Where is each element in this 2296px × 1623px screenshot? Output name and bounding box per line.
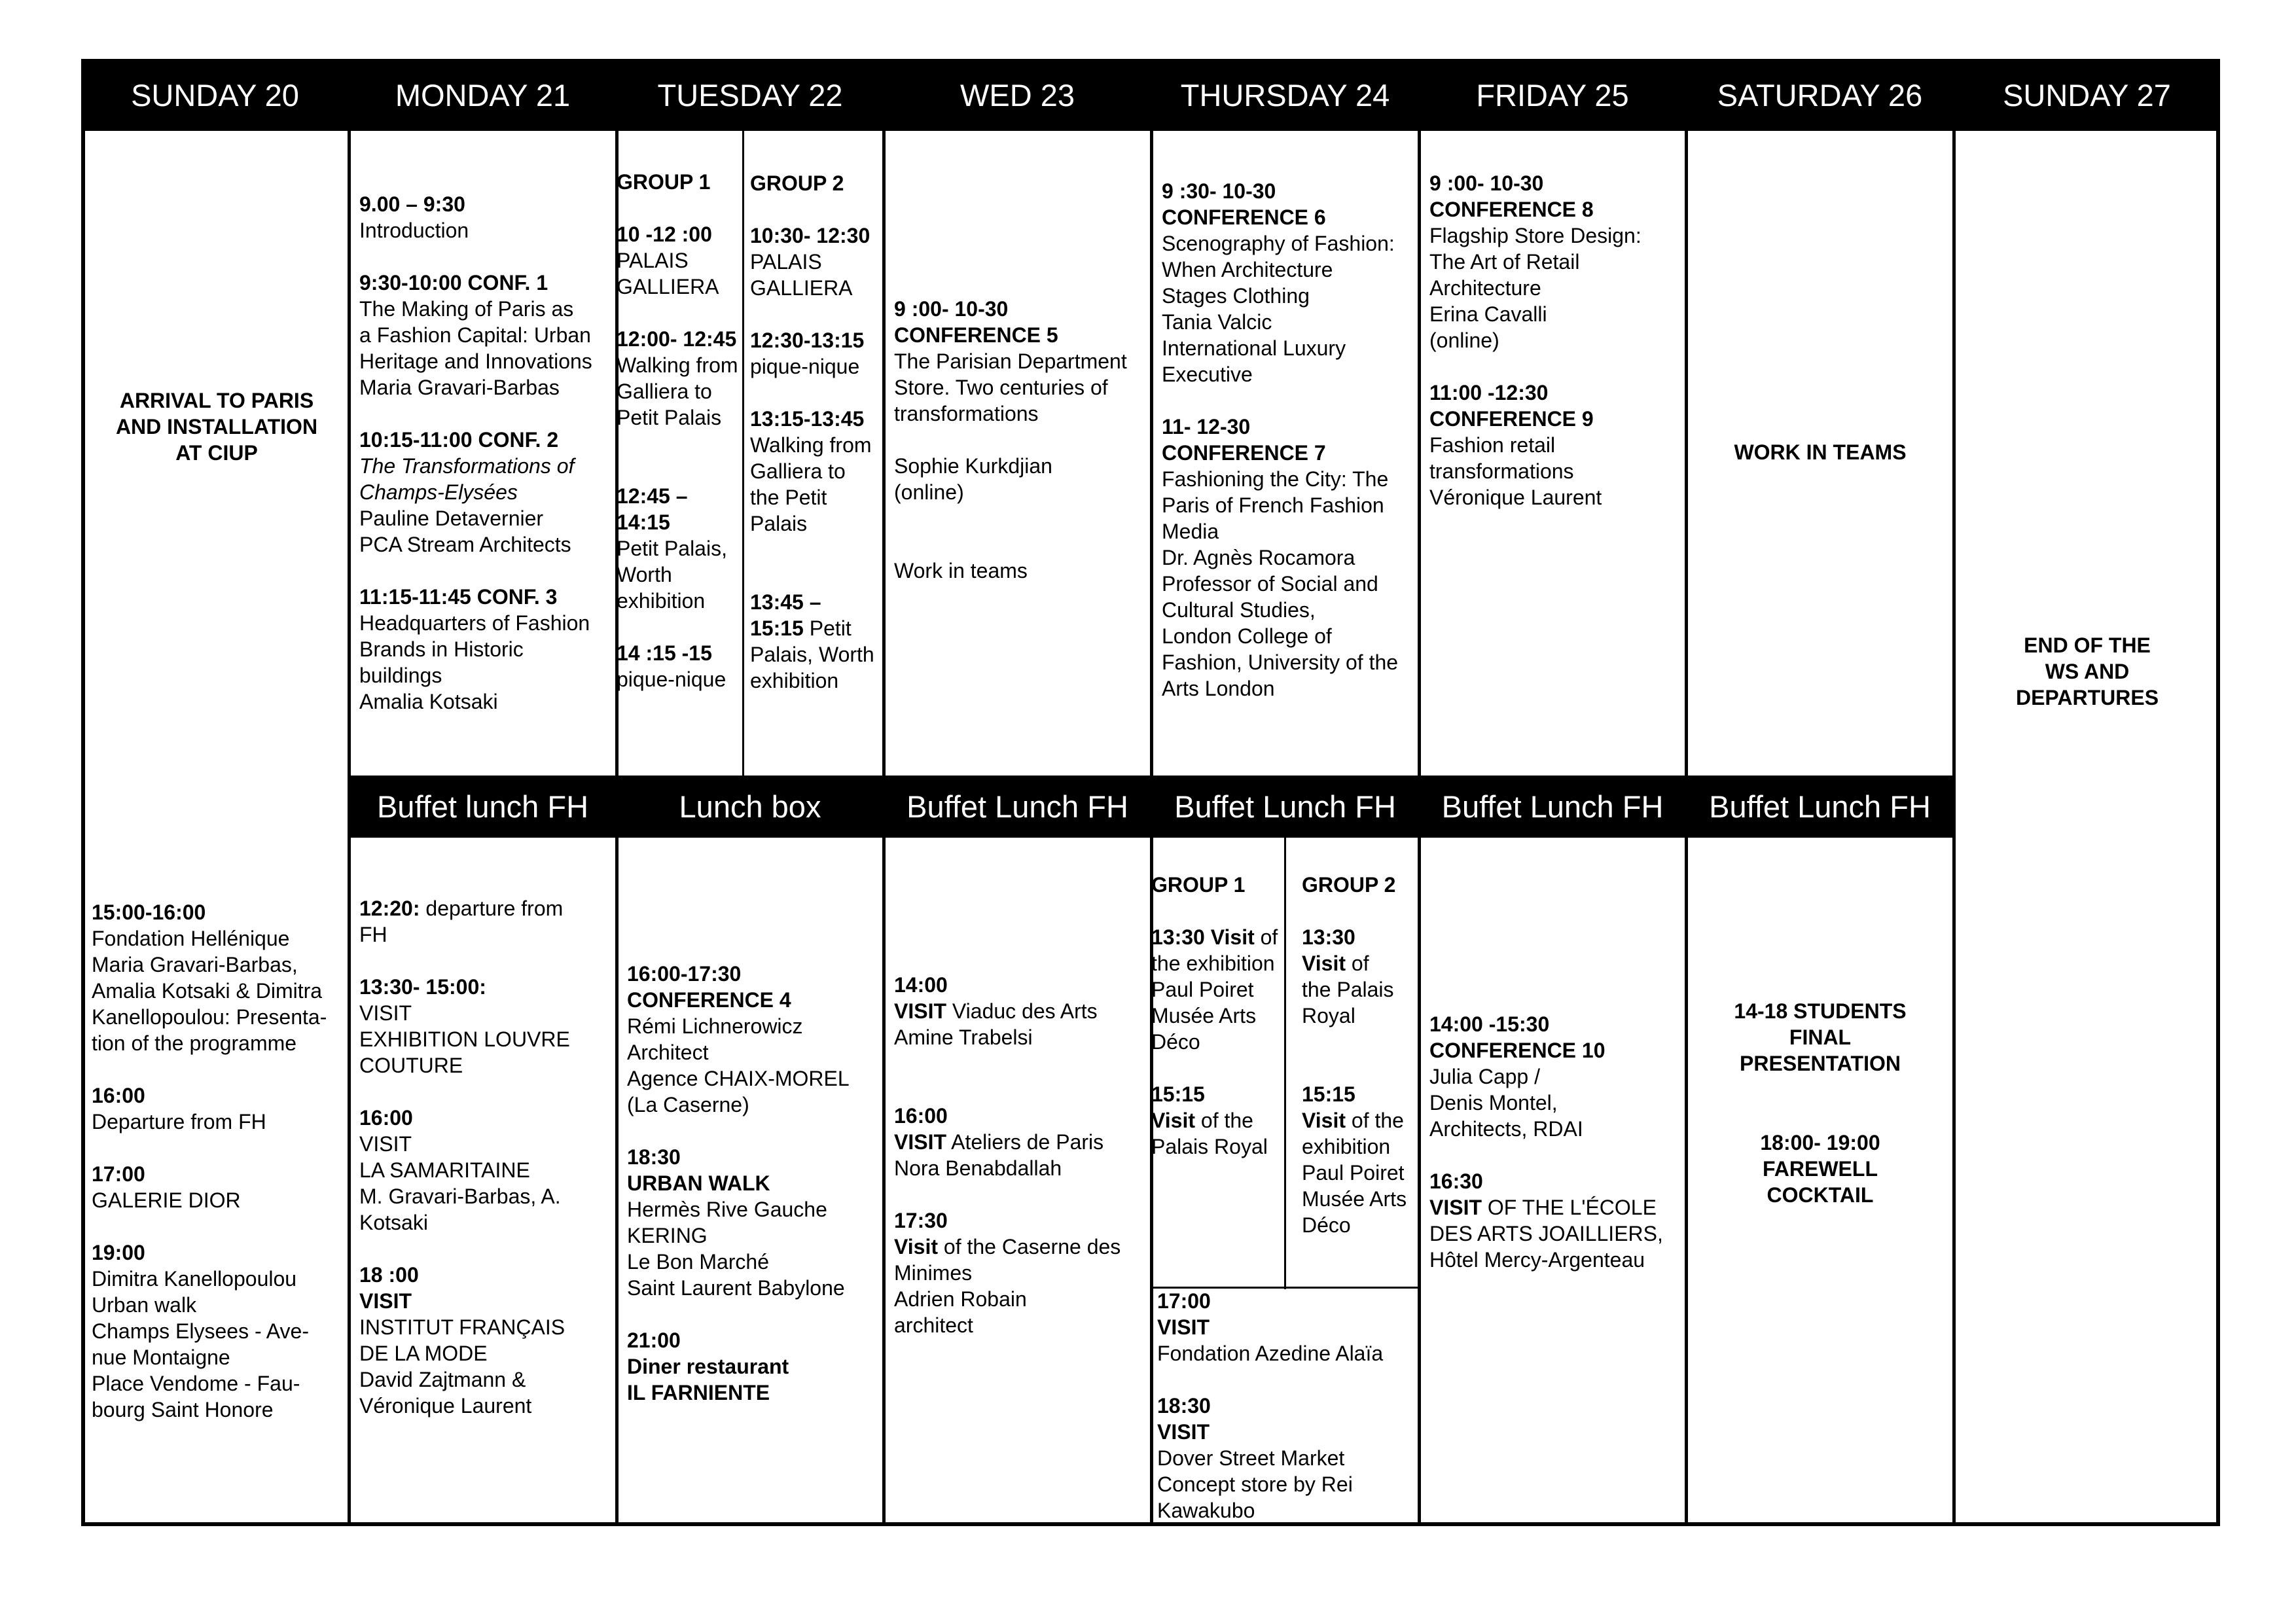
desc: of — [1254, 925, 1278, 949]
group-divider — [742, 131, 744, 776]
lunch-bar-thursday: Buffet Lunch FH — [1151, 776, 1419, 838]
time: 13:30 Visit — [1151, 925, 1255, 949]
time: 11:15-11:45 CONF. 3 — [359, 585, 558, 609]
desc: GALERIE DIOR — [92, 1188, 241, 1212]
time: 10 -12 :00 — [617, 223, 712, 246]
desc: Dover Street Market Concept store by Rei Kawakubo — [1157, 1446, 1353, 1522]
desc: pique-nique — [617, 668, 726, 691]
time: 11- 12-30 — [1162, 415, 1251, 438]
time: 17:00 — [92, 1162, 145, 1186]
tuesday22-afternoon — [627, 961, 881, 1406]
lunch-bar-wednesday: Buffet Lunch FH — [884, 776, 1151, 838]
time: 9.00 – 9:30 — [359, 192, 465, 216]
day-header-tuesday-22: TUESDAY 22 — [617, 59, 884, 131]
day-header-friday-25: FRIDAY 25 — [1419, 59, 1686, 131]
time: 21:00 — [627, 1329, 681, 1352]
desc: of the exhibition Paul Poiret Musée Arts Déco — [1302, 1109, 1407, 1237]
event-title: CONFERENCE 4 — [627, 988, 791, 1012]
thursday24-group1 — [1151, 872, 1283, 1160]
desc: Rémi Lichnerowicz Architect Agence CHAIX-MOREL (La Caserne) — [627, 1014, 850, 1116]
visit-label: Visit — [1302, 952, 1346, 975]
time: 16:00 — [359, 1106, 413, 1130]
time: 9 :30- 10-30 — [1162, 179, 1276, 203]
time: 16:00-17:30 — [627, 962, 742, 986]
desc: Pauline Detavernier PCA Stream Architects — [359, 507, 571, 556]
desc: The Parisian Department Store. Two centuries of transformations — [894, 349, 1127, 425]
time: 18:30 — [627, 1145, 681, 1169]
visit-label: VISIT — [1157, 1315, 1210, 1339]
time: 9 :00- 10-30 — [1429, 171, 1544, 195]
lunch-bar-saturday: Buffet Lunch FH — [1686, 776, 1954, 838]
time: 13:30 — [1302, 925, 1355, 949]
desc: Viaduc des Arts — [946, 999, 1098, 1023]
time: 18:30 — [1157, 1394, 1211, 1418]
tuesday22-group2 — [750, 170, 881, 694]
visit-label: VISIT — [1157, 1420, 1210, 1444]
group-label: GROUP 2 — [1302, 873, 1396, 897]
time: 15:00-16:00 — [92, 901, 206, 924]
monday21-afternoon — [359, 895, 613, 1419]
desc: Hôtel Mercy-Argenteau — [1429, 1248, 1645, 1272]
thursday24-group2 — [1302, 872, 1418, 1238]
group-label: GROUP 1 — [1151, 873, 1246, 897]
group-divider — [1284, 838, 1286, 1289]
divider — [1685, 131, 1688, 1526]
wed23-morning — [894, 296, 1148, 584]
saturday26-work-in-teams: WORK IN TEAMS — [1734, 440, 1907, 464]
desc: VISIT EXHIBITION LOUVRE COUTURE — [359, 1001, 570, 1077]
lunch-bar-monday: Buffet lunch FH — [349, 776, 617, 838]
sunday20-arrival: ARRIVAL TO PARIS AND INSTALLATION AT CIUP — [115, 389, 318, 465]
time: 18 :00 — [359, 1263, 419, 1287]
time: 16:00 — [894, 1104, 948, 1128]
desc: of the Palais Royal — [1302, 952, 1394, 1027]
time: 12:00- 12:45 — [617, 327, 737, 351]
time: 10:30- 12:30 — [750, 224, 870, 247]
time: 9:30-10:00 CONF. 1 — [359, 271, 548, 294]
desc: Work in teams — [894, 559, 1028, 582]
desc: Petit Palais, Worth exhibition — [617, 537, 727, 613]
day-header-wed-23: WED 23 — [884, 59, 1151, 131]
time: 9 :00- 10-30 — [894, 297, 1009, 321]
desc: Ateliers de Paris — [946, 1130, 1104, 1154]
divider — [1952, 131, 1956, 1526]
visit-label: Visit — [1151, 1109, 1195, 1132]
lunch-bar-friday: Buffet Lunch FH — [1419, 776, 1686, 838]
time: 17:30 — [894, 1209, 948, 1232]
desc: Walking from Galliera to the Petit Palais — [750, 433, 872, 535]
divider — [1150, 131, 1153, 1526]
time: 19:00 — [92, 1241, 145, 1264]
divider — [1418, 131, 1421, 1526]
desc: Headquarters of Fashion Brands in Historic buildings Amalia Kotsaki — [359, 611, 590, 713]
desc: PALAIS GALLIERA — [617, 249, 719, 298]
thursday24-evening — [1157, 1288, 1416, 1524]
time: 15:15 — [1302, 1082, 1355, 1106]
event-title: Diner restaurant IL FARNIENTE — [627, 1355, 789, 1404]
time: 10:15-11:00 CONF. 2 — [359, 428, 559, 452]
desc: Hermès Rive Gauche KERING Le Bon Marché Saint Laurent Babylone — [627, 1198, 845, 1300]
desc: Dimitra Kanellopoulou Urban walk Champs Elysees - Ave- nue Montaigne Place Vendome - Fau- bourg Saint Honore — [92, 1267, 309, 1421]
desc: Amine Trabelsi — [894, 1026, 1033, 1049]
sunday20-afternoon — [92, 899, 347, 1423]
time: 12:45 – 14:15 — [617, 484, 688, 534]
desc: Julia Capp / Denis Montel, Architects, RDAI — [1429, 1065, 1583, 1141]
visit-label: VISIT — [1429, 1196, 1482, 1219]
desc: INSTITUT FRANÇAIS DE LA MODE David Zajtmann & Véronique Laurent — [359, 1315, 565, 1418]
desc: Sophie Kurkdjian (online) — [894, 454, 1052, 504]
desc: departure from FH — [359, 897, 564, 946]
time: 14:00 — [894, 973, 948, 997]
time: 14:00 -15:30 — [1429, 1012, 1550, 1036]
desc-italic: The Transformations of Champs-Elysées — [359, 454, 575, 504]
desc: Scenography of Fashion: When Architecture Stages Clothing Tania Valcic International Luxury Executive — [1162, 232, 1395, 386]
time: 13:30- 15:00: — [359, 975, 486, 999]
desc: PALAIS GALLIERA — [750, 250, 853, 300]
friday25-morning — [1429, 170, 1683, 510]
visit-label: VISIT — [894, 999, 947, 1023]
desc: OF THE L'ÉCOLE DES ARTS JOAILLIERS, — [1429, 1196, 1663, 1245]
desc: Departure from FH — [92, 1110, 266, 1133]
thursday24-morning — [1162, 178, 1416, 702]
day-header-monday-21: MONDAY 21 — [349, 59, 617, 131]
tuesday22-group1 — [617, 169, 742, 692]
group-label: GROUP 2 — [750, 171, 844, 195]
time: 16:30 — [1429, 1169, 1483, 1193]
divider — [882, 131, 886, 1526]
time: 11:00 -12:30 — [1429, 381, 1549, 404]
desc: of the Caserne des Minimes Adrien Robain architect — [894, 1235, 1121, 1337]
friday25-afternoon — [1429, 1011, 1683, 1273]
day-header-sunday-20: SUNDAY 20 — [81, 59, 349, 131]
divider — [348, 131, 351, 1526]
desc: Fondation Hellénique Maria Gravari-Barbas, Amalia Kotsaki & Dimitra Kanellopoulou: Presenta- tion of the programme — [92, 927, 327, 1055]
desc: Petit Palais, Worth exhibition — [750, 616, 874, 692]
group-label: GROUP 1 — [617, 170, 711, 194]
event-title: CONFERENCE 10 — [1429, 1039, 1605, 1062]
event-title: CONFERENCE 7 — [1162, 441, 1326, 465]
desc: Introduction — [359, 219, 469, 242]
monday21-morning — [359, 191, 613, 715]
day-header-saturday-26: SATURDAY 26 — [1686, 59, 1954, 131]
visit-label: Visit — [1302, 1109, 1346, 1132]
desc: Walking from Galliera to Petit Palais — [617, 353, 738, 429]
event-title: CONFERENCE 6 — [1162, 205, 1326, 229]
desc: The Making of Paris as a Fashion Capital: Urban Heritage and Innovations Maria Gravari-Barbas — [359, 297, 592, 399]
event-title: CONFERENCE 9 — [1429, 407, 1594, 431]
desc: of the Palais Royal — [1151, 1109, 1268, 1158]
desc: Fondation Azedine Alaïa — [1157, 1342, 1384, 1365]
time: 14 :15 -15 — [617, 641, 712, 665]
visit-label: VISIT — [359, 1289, 412, 1313]
time: 13:15-13:45 — [750, 407, 865, 431]
event-title: CONFERENCE 5 — [894, 323, 1058, 347]
time: 12:30-13:15 — [750, 329, 865, 352]
visit-label: Visit — [894, 1235, 938, 1258]
visit-label: VISIT — [894, 1130, 947, 1154]
saturday26-farewell-cocktail: 18:00- 19:00 FAREWELL COCKTAIL — [1760, 1131, 1880, 1207]
time: 13:45 – 15:15 — [750, 590, 821, 640]
desc: Fashion retail transformations Véronique Laurent — [1429, 433, 1602, 509]
desc: Fashioning the City: The Paris of French Fashion Media Dr. Agnès Rocamora Professor of Social and Cultural Studies, London College of Fashion, University of the Arts London — [1162, 467, 1399, 700]
desc: Flagship Store Design: The Art of Retail Architecture Erina Cavalli (online) — [1429, 224, 1641, 352]
time: 15:15 — [1151, 1082, 1205, 1106]
time: 16:00 — [92, 1084, 145, 1107]
saturday26-final-presentation: 14-18 STUDENTS FINAL PRESENTATION — [1734, 999, 1907, 1075]
desc: the exhibition Paul Poiret Musée Arts Déco — [1151, 952, 1275, 1054]
desc: Nora Benabdallah — [894, 1156, 1062, 1180]
sunday27-departures: END OF THE WS AND DEPARTURES — [2015, 633, 2159, 709]
event-title: URBAN WALK — [627, 1171, 770, 1195]
day-header-thursday-24: THURSDAY 24 — [1151, 59, 1419, 131]
time: 17:00 — [1157, 1289, 1211, 1313]
lunch-bar-tuesday: Lunch box — [617, 776, 884, 838]
event-title: CONFERENCE 8 — [1429, 198, 1594, 221]
time: 12:20: — [359, 897, 420, 920]
desc: VISIT LA SAMARITAINE M. Gravari-Barbas, A. Kotsaki — [359, 1132, 561, 1234]
day-header-sunday-27: SUNDAY 27 — [1954, 59, 2220, 131]
wed23-afternoon — [894, 972, 1148, 1338]
desc: pique-nique — [750, 355, 860, 378]
